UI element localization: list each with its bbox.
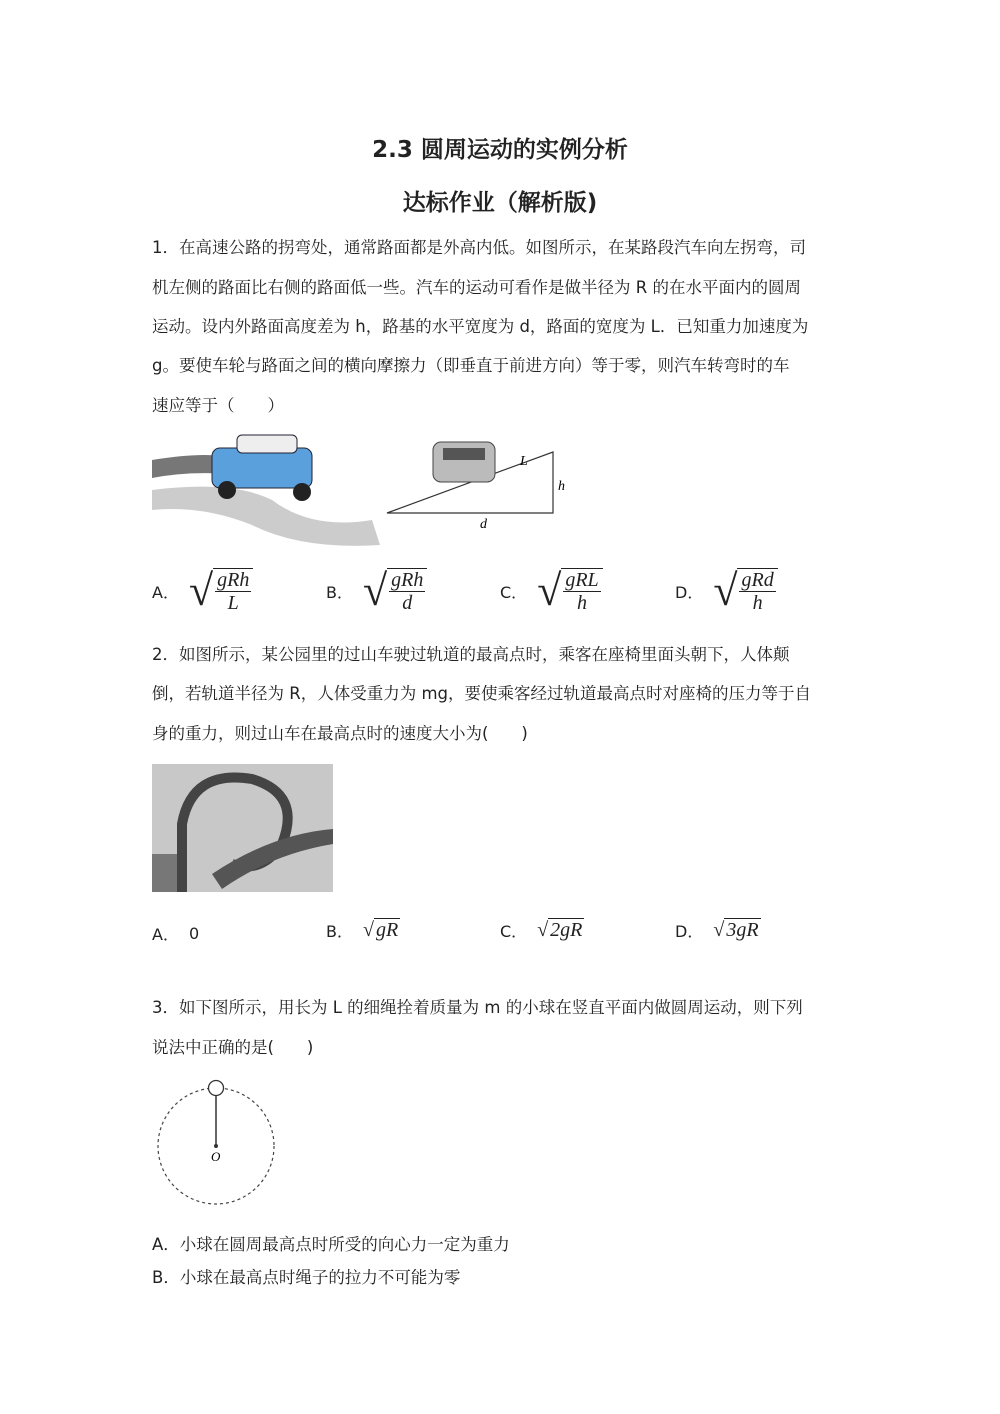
numerator: gRL — [565, 569, 599, 591]
question-text-line: 3．如下图所示，用长为 L 的细绳拴着质量为 m 的小球在竖直平面内做圆周运动，则下列 — [152, 998, 803, 1017]
radicand: 2gR — [550, 919, 583, 941]
question-text-line: 运动。设内外路面高度差为 h，路基的水平宽度为 d，路面的宽度为 L．已知重力加速度为 — [152, 317, 809, 336]
roller-coaster-photo — [152, 764, 333, 892]
option-b[interactable]: B．小球在最高点时绳子的拉力不可能为零 — [152, 1268, 461, 1287]
question-text-line: 速应等于（ ） — [152, 396, 284, 415]
question-text-line: 身的重力，则过山车在最高点时的速度大小为( ) — [152, 724, 528, 743]
option-b[interactable] — [326, 918, 400, 942]
sqrt-expression: √ 3gR — [713, 918, 759, 941]
option-value: 0 — [188, 924, 200, 943]
sqrt-fraction: √ $\frac{\text{gRd}}{h}$ — [713, 568, 777, 614]
option-label: B． — [326, 582, 353, 602]
sqrt-expression: √ 2gR — [537, 918, 583, 941]
question-text-line: 倒，若轨道半径为 R，人体受重力为 mg，要使乘客经过轨道最高点时对座椅的压力等于自 — [152, 684, 812, 703]
label-O: O — [211, 1149, 221, 1164]
question-text-line: 2．如图所示，某公园里的过山车驶过轨道的最高点时，乘客在座椅里面头朝下，人体颠 — [152, 645, 790, 664]
denominator: h — [752, 592, 763, 614]
option-label: A． — [152, 582, 179, 602]
sqrt-fraction: √ $\frac{\text{gRL}}{h}$ — [537, 568, 603, 614]
car-turning-figure — [152, 430, 382, 548]
option-label: C． — [500, 582, 528, 602]
option-label: A． — [152, 925, 179, 944]
option-label: C． — [500, 921, 528, 941]
option-b[interactable] — [326, 568, 427, 614]
option-d[interactable] — [675, 918, 761, 942]
question-text-line: 1．在高速公路的拐弯处，通常路面都是外高内低。如图所示，在某路段汽车向左拐弯，司 — [152, 238, 806, 257]
denominator: d — [402, 592, 413, 614]
numerator: gRh — [391, 569, 424, 591]
question-text-line: 说法中正确的是( ) — [152, 1038, 314, 1057]
option-label: D． — [675, 921, 704, 941]
label-L: L — [520, 454, 528, 469]
sqrt-expression: √ gR — [362, 918, 399, 941]
denominator: h — [577, 592, 588, 614]
question-text-line: 机左侧的路面比右侧的路面低一些。汽车的运动可看作是做半径为 R 的在水平面内的圆周 — [152, 278, 801, 297]
pendulum-circle-diagram — [150, 1075, 285, 1210]
label-d: d — [480, 517, 487, 532]
label-h: h — [558, 479, 565, 494]
option-c[interactable] — [500, 918, 584, 942]
question-text-line: g。要使车轮与路面之间的横向摩擦力（即垂直于前进方向）等于零，则汽车转弯时的车 — [152, 356, 790, 375]
option-a[interactable] — [152, 568, 253, 614]
road-slope-diagram — [385, 440, 565, 532]
page-title: 2.3 圆周运动的实例分析 — [372, 137, 628, 163]
option-label: B． — [326, 921, 353, 941]
option-d[interactable] — [675, 568, 778, 614]
numerator: gRh — [217, 569, 250, 591]
option-a[interactable]: A．小球在圆周最高点时所受的向心力一定为重力 — [152, 1235, 510, 1254]
sqrt-fraction: √ $\frac{\text{gRh}}{d}$ — [363, 568, 427, 614]
radicand: gR — [375, 919, 399, 941]
page-subtitle: 达标作业（解析版) — [402, 190, 598, 216]
radicand: 3gR — [726, 919, 759, 941]
option-c[interactable] — [500, 568, 603, 614]
option-label: D． — [675, 582, 704, 602]
sqrt-fraction: √ $\frac{\text{gRh}}{L}$ — [189, 568, 253, 614]
numerator: gRd — [741, 569, 774, 591]
denominator: L — [227, 592, 239, 614]
option-a[interactable] — [152, 922, 199, 945]
